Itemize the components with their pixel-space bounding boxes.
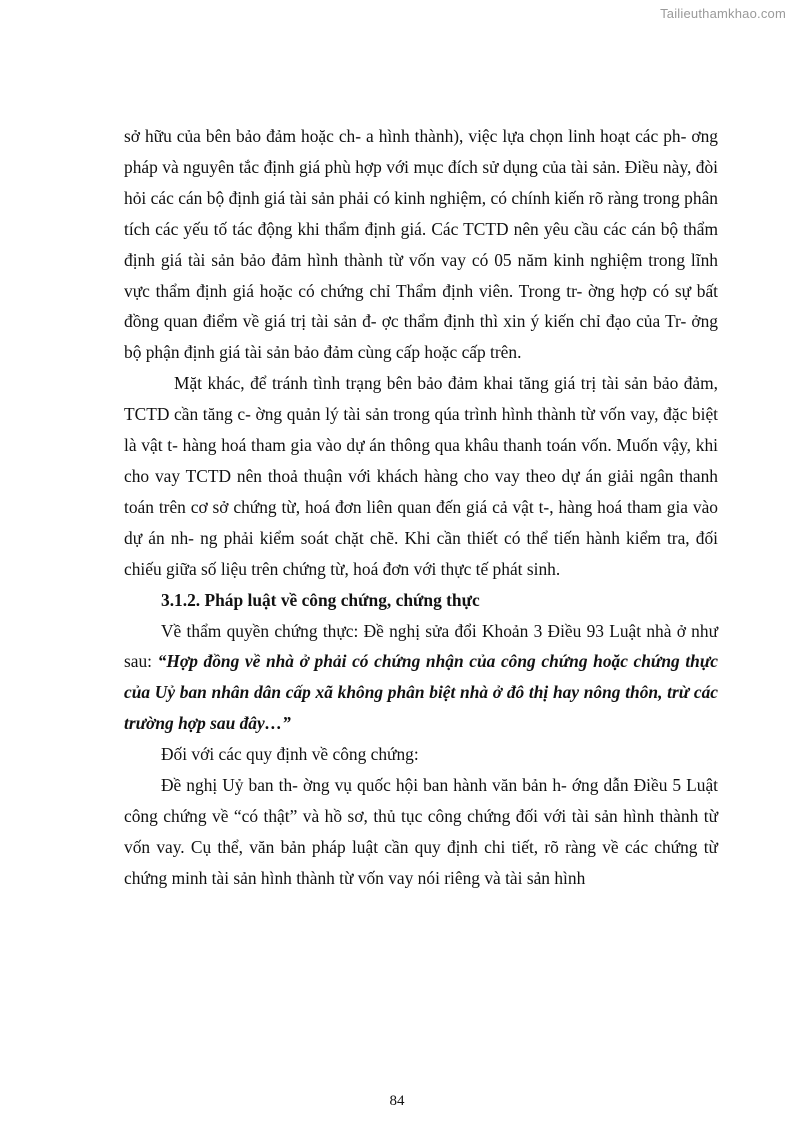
paragraph-3 (124, 616, 718, 740)
watermark-text: Tailieuthamkhao.com (660, 6, 786, 21)
section-heading: 3.1.2. Pháp luật về công chứng, chứng thực (161, 589, 480, 610)
paragraph-4: Đối với các quy định về công chứng: (161, 744, 419, 765)
page-number: 84 (389, 1093, 405, 1109)
paragraph-3-lead: Về thẩm quyền chứng thực: Đề nghị sửa đổi Khoản 3 Điều 93 Luật nhà ở như sau: (124, 620, 718, 672)
paragraph-5: Đề nghị Uỷ ban th- ờng vụ quốc hội ban hành văn bản h- ớng dẫn Điều 5 Luật công chứng về “có thật” và hồ sơ, thủ tục công chứng đối với tài sản hình thành từ vốn vay. Cụ thể, văn bản pháp luật cần quy định chi tiết, rõ ràng về các chứng từ chứng minh tài sản hình thành từ vốn vay nói riêng và tài sản hình (124, 775, 718, 888)
paragraph-1: sở hữu của bên bảo đảm hoặc ch- a hình thành), việc lựa chọn linh hoạt các ph- ơng pháp và nguyên tắc định giá phù hợp với mục đích sử dụng của tài sản. Điều này, đòi hỏi các cán bộ định giá tài sản phải có kinh nghiệm, có chính kiến rõ ràng trong phân tích các yếu tố tác động khi thẩm định giá. Các TCTD nên yêu cầu các cán bộ thẩm định giá tài sản bảo đảm hình thành từ vốn vay có 05 năm kinh nghiệm trong lĩnh vực thẩm định giá hoặc có chứng chỉ Thẩm định viên. Trong tr- ờng hợp có sự bất đồng quan điểm về giá trị tài sản đ- ợc thẩm định thì xin ý kiến chỉ đạo của Tr- ởng bộ phận định giá tài sản bảo đảm cùng cấp hoặc cấp trên. (124, 126, 718, 363)
paragraph-3-quote: “Hợp đồng về nhà ở phải có chứng nhận của công chứng hoặc chứng thực của Uỷ ban nhân dân cấp xã không phân biệt nhà ở đô thị hay nông thôn, trừ các trường hợp sau đây…” (124, 651, 718, 734)
paragraph-2: Mặt khác, để tránh tình trạng bên bảo đảm khai tăng giá trị tài sản bảo đảm, TCTD cần tăng c- ờng quản lý tài sản trong qúa trình hình thành từ vốn vay, đặc biệt là vật t- hàng hoá tham gia vào dự án thông qua khâu thanh toán vốn. Muốn vậy, khi cho vay TCTD nên thoả thuận với khách hàng cho vay theo dự án giải ngân thanh toán trên cơ sở chứng từ, hoá đơn liên quan đến giá cả vật t-, hàng hoá tham gia vào dự án nh- ng phải kiểm soát chặt chẽ. Khi cần thiết có thể tiến hành kiểm tra, đối chiếu giữa số liệu trên chứng từ, hoá đơn với thực tế phát sinh. (124, 373, 718, 579)
document-body (124, 121, 718, 894)
